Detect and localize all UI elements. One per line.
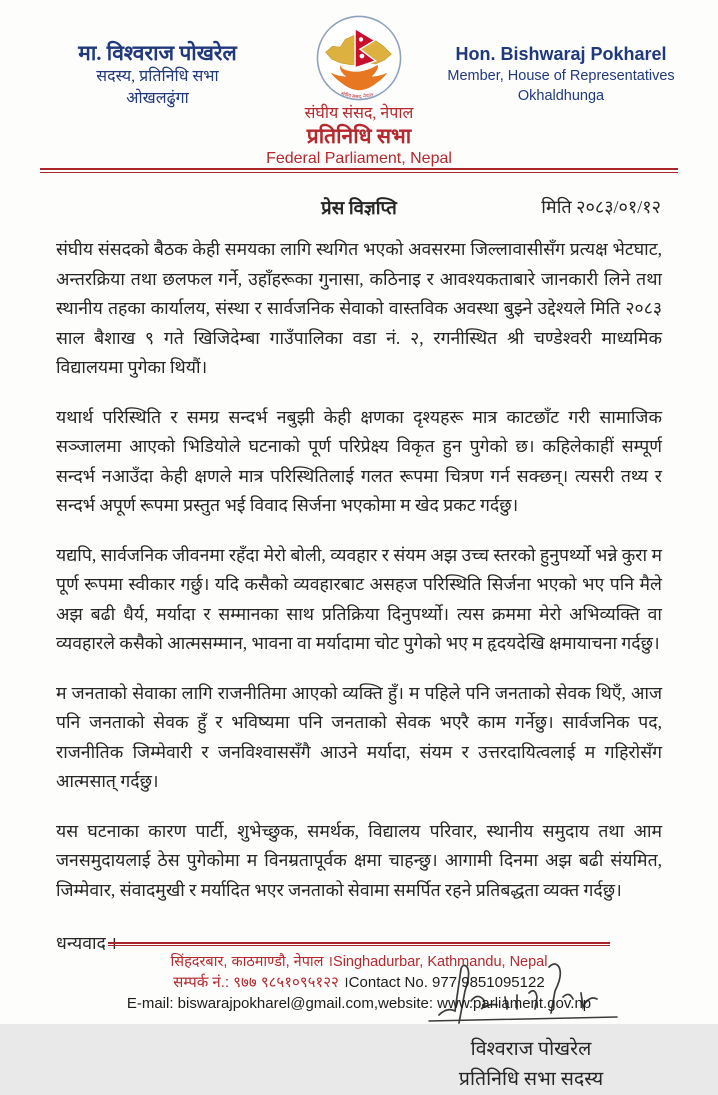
- title-row: [0, 195, 718, 221]
- house-name-nepali: प्रतिनिधि सभा: [306, 124, 412, 148]
- mp-name-nepali: मा. विश्वराज पोखरेल: [78, 41, 237, 65]
- paragraph-1: संघीय संसदको बैठक केही समयका लागि स्थगित भएको अवसरमा जिल्लावासीसँग प्रत्यक्ष भेटघाट, अन्तरक्रिया तथा छलफल गर्ने, उहाँहरूका गुनासा, कठिनाइ र आवश्यकताबारे जानकारी लिने तथा स्थानीय तहका कार्यालय, संस्था र सार्वजनिक सेवाको वास्तविक अवस्था बुझ्ने उद्देश्यले मिति २०८३ साल बैशाख ९ गते खिजिदेम्बा गाउँपालिका वडा नं. २, रगनीस्थित श्री चण्डेश्वरी माध्यमिक विद्यालयमा पुगेका थियौं।: [56, 239, 662, 377]
- letter-body: [56, 235, 662, 955]
- footer-email-website: E-mail: biswarajpokharel@gmail.com,website: www.parliament.gov.np: [126, 995, 592, 1012]
- mp-district-english: Okhaldhunga: [517, 88, 605, 104]
- footer-contact-english: ।Contact No. 977 9851095122: [343, 974, 545, 991]
- mp-district-nepali: ओखलढुंगा: [126, 90, 189, 107]
- paragraph-2: यथार्थ परिस्थिति र समग्र सन्दर्भ नबुझी केही क्षणका दृश्यहरू मात्र काटछाँट गरी सामाजिक सञ्जालमा आएको भिडियोले घटनाको पूर्ण परिप्रेक्ष्य विकृत हुन पुगेको छ। कहिलेकाहीं सम्पूर्ण सन्दर्भ नआउँदा केही क्षणले मात्र परिस्थितिलाई गलत रूपमा चित्रण गर्न सक्छन्। त्यसरी तथ्य र सन्दर्भ अपूर्ण रूपमा प्रस्तुत भई विवाद सिर्जना भएकोमा म खेद प्रकट गर्दछु।: [56, 406, 662, 515]
- parliament-emblem-icon: [315, 14, 403, 102]
- paragraph-3: यद्यपि, सार्वजनिक जीवनमा रहँदा मेरो बोली, व्यवहार र संयम अझ उच्च स्तरको हुनुपर्थ्यो भन्ने कुरा म पूर्ण रूपमा स्वीकार गर्छु। यदि कसैको व्यवहारबाट असहज परिस्थिति सिर्जना भएको भए पनि मैले अझ बढी धैर्य, मर्यादा र सम्मानका साथ प्रतिक्रिया दिनुपर्थ्यो। त्यस क्रममा मेरो अभिव्यक्ति वा व्यवहारले कसैको आत्मसम्मान, भावना वा मर्यादामा चोट पुगेको भए म हृदयदेखि क्षमायाचना गर्दछु।: [56, 544, 662, 653]
- letter-footer: [0, 942, 718, 1015]
- closing-thanks: धन्यवाद ।: [56, 933, 117, 953]
- mp-title-nepali: सदस्य, प्रतिनिधि सभा: [96, 68, 219, 85]
- paragraph-4: म जनताको सेवाका लागि राजनीतिमा आएको व्यक्ति हुँ। म पहिले पनि जनताको सेवक थिएँ, आज पनि जनताको सेवक हुँ र भविष्यमा पनि जनताको सेवक भएरै काम गर्नेछु। सार्वजनिक पद, राजनीतिक जिम्मेवारी र जनविश्वाससँगै आउने मर्यादा, संयम र उत्तरदायित्वलाई म गहिरोसँग आत्मसात् गर्दछु।: [56, 682, 662, 791]
- org-name-nepali: संघीय संसद, नेपाल: [304, 105, 414, 122]
- press-release-title: प्रेस विज्ञप्ति: [321, 199, 397, 219]
- letterhead: [0, 0, 718, 168]
- press-release-date: मिति २०८३/०१/१२: [541, 197, 661, 217]
- mp-title-english: Member, House of Representatives: [447, 68, 675, 84]
- footer-contact-nepali: सम्पर्क नं.: ९७७ ९८५१०९५१२२: [173, 974, 339, 991]
- letterhead-english-block: [426, 42, 696, 106]
- org-name-english: Federal Parliament, Nepal: [266, 150, 452, 167]
- signatory-name: विश्वराज पोखरेल: [470, 1039, 592, 1060]
- paragraph-5: यस घटनाका कारण पार्टी, शुभेच्छुक, समर्थक, विद्यालय परिवार, स्थानीय समुदाय तथा आम जनसमुदायलाई ठेस पुगेकोमा म विनम्रतापूर्वक क्षमा चाहन्छु। आगामी दिनमा अझ बढी संयमित, जिम्मेवार, संवादमुखी र मर्यादित भएर जनताको सेवामा समर्पित रहने प्रतिबद्धता व्यक्त गर्दछु।: [56, 820, 662, 900]
- footer-address: सिंहदरबार, काठमाण्डौ, नेपाल ।Singhadurbar, Kathmandu, Nepal: [170, 954, 548, 970]
- mp-name-english: Hon. Bishwaraj Pokharel: [455, 44, 667, 64]
- letterhead-nepali-block: [40, 40, 275, 110]
- footer-contact: [0, 972, 718, 993]
- emblem-arc-text: संघीय संसद, नेपाल: [340, 91, 374, 101]
- signatory-role: प्रतिनिधि सभा सदस्य: [458, 1069, 604, 1090]
- footer-divider: [108, 942, 610, 947]
